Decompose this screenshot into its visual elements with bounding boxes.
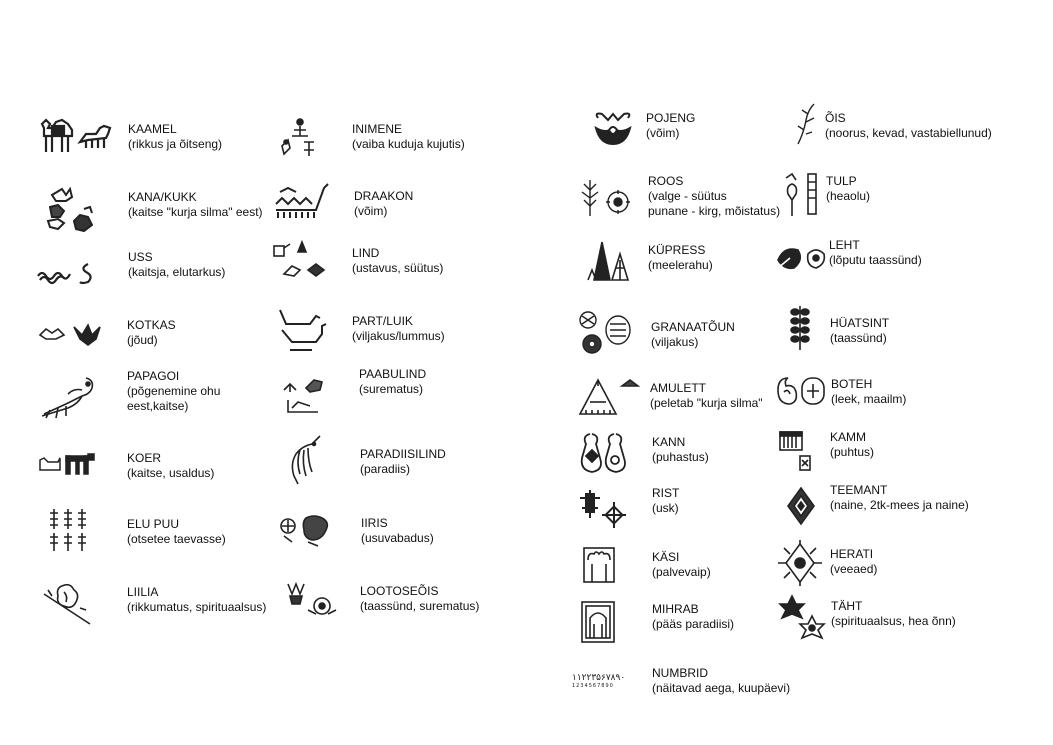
motif-name: PAABULIND — [359, 367, 427, 381]
motif-meaning: (valge - süütus punane - kirg, mõistatus) — [648, 189, 781, 218]
iris-icon — [278, 512, 332, 548]
motif-name: GRANAATÕUN — [651, 320, 735, 334]
hand-icon — [582, 546, 616, 584]
motif-meaning: (võim) — [646, 126, 680, 140]
motif-name: TEEMANT — [830, 483, 888, 497]
snake-icon — [36, 262, 98, 286]
motif-meaning: (rikkus ja õitseng) — [128, 137, 223, 151]
motif-name: INIMENE — [352, 122, 403, 136]
motif-meaning: (spirituaalsus, hea õnn) — [831, 614, 956, 628]
mihrab-icon — [580, 600, 616, 644]
motif-meaning: (peletab "kurja silma" — [650, 396, 763, 410]
motif-meaning: (võim) — [354, 204, 388, 218]
lily-icon — [40, 580, 94, 628]
motif-meaning: (lõputu taassünd) — [829, 253, 922, 267]
duck-swan-icon — [276, 306, 330, 352]
motif-name: PAPAGOI — [127, 369, 180, 383]
motif-meaning: (pääs paradiisi) — [652, 617, 735, 631]
motif-name: KÜPRESS — [648, 243, 706, 257]
motif-meaning: (usk) — [652, 501, 679, 515]
motif-meaning: (kaitse, usaldus) — [127, 466, 215, 480]
boteh-icon — [774, 374, 826, 408]
motif-name: DRAAKON — [354, 189, 414, 203]
star-icon — [776, 594, 826, 642]
comb-icon — [778, 430, 814, 472]
bird-icon — [272, 240, 330, 278]
motif-meaning: (viljakus) — [651, 335, 699, 349]
motif-name: KANA/KUKK — [128, 190, 197, 204]
motif-meaning: (vaiba kuduja kujutis) — [352, 137, 465, 151]
dog-icon — [38, 452, 96, 476]
tulip-icon — [782, 172, 822, 218]
motif-name: KÄSI — [652, 550, 680, 564]
motif-name: KOTKAS — [127, 318, 176, 332]
motif-meaning: (taassünd) — [830, 331, 887, 345]
diamond-icon — [786, 486, 816, 526]
motif-name: NUMBRID — [652, 666, 708, 680]
motif-name: KAAMEL — [128, 122, 177, 136]
motif-name: ÕIS — [825, 111, 846, 125]
motif-meaning: (noorus, kevad, vastabiellunud) — [825, 126, 992, 140]
lotus-icon — [282, 580, 340, 620]
motif-meaning: (põgenemine ohu eest,kaitse) — [127, 384, 221, 413]
pomegranate-icon — [576, 310, 634, 358]
motif-meaning: (rikkumatus, spirituaalsus) — [127, 600, 267, 614]
motif-name: PART/LUIK — [352, 314, 413, 328]
motif-meaning: (taassünd, surematus) — [360, 599, 480, 613]
rose-icon — [578, 176, 634, 220]
motif-name: LEHT — [829, 238, 860, 252]
motif-name: TULP — [826, 174, 857, 188]
motif-meaning: (usuvabadus) — [361, 531, 434, 545]
cypress-icon — [584, 240, 632, 284]
motif-meaning: (puhastus) — [652, 450, 709, 464]
numerals-latin: 1234567890 — [572, 683, 614, 689]
motif-name: LIILIA — [127, 585, 159, 599]
motif-meaning: (veeaed) — [830, 562, 878, 576]
herati-icon — [776, 540, 824, 586]
motif-name: ROOS — [648, 174, 684, 188]
eagle-icon — [38, 321, 102, 347]
motif-name: LIND — [352, 246, 380, 260]
peony-icon — [590, 110, 636, 148]
motif-name: IIRIS — [361, 516, 388, 530]
motif-meaning: (meelerahu) — [648, 258, 713, 272]
motif-meaning: (ustavus, süütus) — [352, 261, 444, 275]
motif-name: PARADIISILIND — [360, 447, 446, 461]
motif-meaning: (kaitsja, elutarkus) — [128, 265, 226, 279]
motif-meaning: (viljakus/lummus) — [352, 329, 445, 343]
hyacinth-icon — [788, 304, 812, 352]
motif-name: AMULETT — [650, 381, 707, 395]
peacock-icon — [280, 370, 330, 414]
camel-icon — [38, 114, 116, 156]
jug-icon — [578, 430, 632, 474]
rooster-icon — [44, 185, 100, 235]
motif-name: USS — [128, 250, 153, 264]
motif-meaning: (otsetee taevasse) — [127, 532, 226, 546]
motif-name: KANN — [652, 435, 686, 449]
motif-name: KOER — [127, 451, 162, 465]
motif-name: MIHRAB — [652, 602, 699, 616]
motif-name: LOOTOSEÕIS — [360, 584, 439, 598]
motif-meaning: (heaolu) — [826, 189, 871, 203]
motif-meaning: (naine, 2tk-mees ja naine) — [830, 498, 969, 512]
motif-name: KAMM — [830, 430, 866, 444]
motif-meaning: (leek, maailm) — [831, 392, 907, 406]
motif-name: ELU PUU — [127, 517, 180, 531]
human-icon — [276, 118, 322, 158]
amulet-icon — [576, 378, 640, 418]
leaf-icon — [776, 242, 828, 274]
blossom-icon — [794, 102, 820, 146]
motif-meaning: (puhtus) — [830, 445, 875, 459]
motif-name: RIST — [652, 486, 680, 500]
motif-meaning: (surematus) — [359, 382, 424, 396]
motif-meaning: (jõud) — [127, 333, 158, 347]
cross-icon — [578, 488, 632, 530]
motif-name: TÄHT — [831, 599, 863, 613]
motif-meaning: (näitavad aega, kuupäevi) — [652, 681, 791, 695]
motif-meaning: (kaitse "kurja silma" eest) — [128, 205, 263, 219]
dragon-icon — [272, 182, 330, 220]
bird-of-paradise-icon — [282, 434, 328, 486]
motif-name: BOTEH — [831, 377, 873, 391]
numerals-persian: ۱۱۲۲۳۵۶۷۸۹۰ — [572, 673, 626, 683]
motif-name: POJENG — [646, 111, 696, 125]
motif-meaning: (paradiis) — [360, 462, 411, 476]
parrot-icon — [38, 374, 98, 420]
tree-of-life-icon — [46, 507, 92, 553]
motif-meaning: (palvevaip) — [652, 565, 711, 579]
numbers-icon — [572, 674, 630, 690]
motif-name: HÜATSINT — [830, 316, 890, 330]
motif-name: HERATI — [830, 547, 874, 561]
